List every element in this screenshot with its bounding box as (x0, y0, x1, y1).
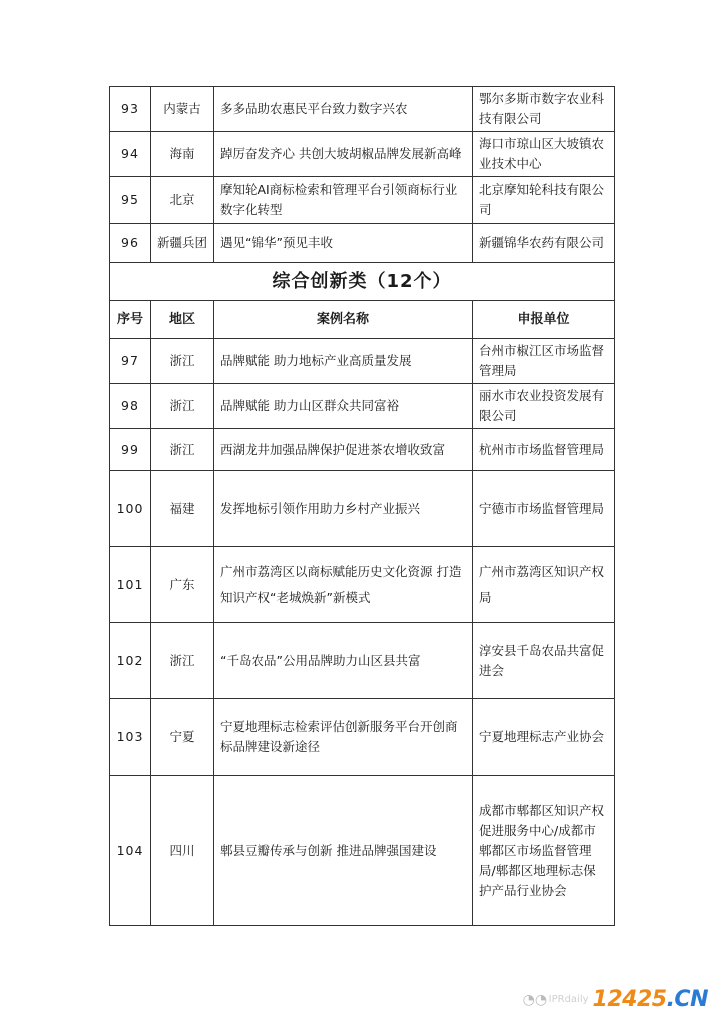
row-region: 内蒙古 (151, 87, 214, 132)
header-case-name: 案例名称 (214, 301, 473, 339)
row-case-name: 宁夏地理标志检索评估创新服务平台开创商标品牌建设新途径 (214, 699, 473, 776)
table-row (110, 87, 615, 132)
row-unit: 北京摩知轮科技有限公司 (473, 177, 615, 224)
row-case-name: 发挥地标引领作用助力乡村产业振兴 (214, 471, 473, 547)
case-table (109, 86, 615, 926)
row-unit: 宁德市市场监督管理局 (473, 471, 615, 547)
row-unit: 海口市琼山区大坡镇农业技术中心 (473, 132, 615, 177)
row-region: 浙江 (151, 384, 214, 429)
row-unit: 宁夏地理标志产业协会 (473, 699, 615, 776)
row-number: 101 (110, 547, 151, 623)
table-row (110, 384, 615, 429)
row-number: 102 (110, 623, 151, 699)
row-region: 海南 (151, 132, 214, 177)
table-row (110, 623, 615, 699)
table-row (110, 132, 615, 177)
section-title-row (110, 263, 615, 301)
table-row (110, 547, 615, 623)
row-number: 103 (110, 699, 151, 776)
row-region: 北京 (151, 177, 214, 224)
header-number: 序号 (110, 301, 151, 339)
table-row (110, 224, 615, 263)
row-region: 宁夏 (151, 699, 214, 776)
row-region: 浙江 (151, 339, 214, 384)
row-unit: 广州市荔湾区知识产权局 (473, 547, 615, 623)
row-case-name: 品牌赋能 助力地标产业高质量发展 (214, 339, 473, 384)
row-region: 浙江 (151, 623, 214, 699)
wechat-icon: ◔◔ (522, 991, 548, 1008)
watermark-text: IPRdaily (548, 994, 589, 1005)
section-title: 综合创新类（12个） (110, 263, 615, 301)
table-row (110, 339, 615, 384)
row-number: 95 (110, 177, 151, 224)
row-unit: 杭州市市场监督管理局 (473, 429, 615, 471)
table-row (110, 699, 615, 776)
row-region: 浙江 (151, 429, 214, 471)
row-case-name: 多多品助农惠民平台致力数字兴农 (214, 87, 473, 132)
row-case-name: 西湖龙井加强品牌保护促进茶农增收致富 (214, 429, 473, 471)
table-row (110, 776, 615, 926)
row-case-name: “千岛农品”公用品牌助力山区县共富 (214, 623, 473, 699)
table-header-row (110, 301, 615, 339)
row-case-name: 郫县豆瓣传承与创新 推进品牌强国建设 (214, 776, 473, 926)
row-region: 四川 (151, 776, 214, 926)
header-region: 地区 (151, 301, 214, 339)
table-row (110, 177, 615, 224)
row-case-name: 踔厉奋发齐心 共创大坡胡椒品牌发展新高峰 (214, 132, 473, 177)
brand-domain: .CN (666, 987, 708, 1012)
row-number: 100 (110, 471, 151, 547)
header-unit: 申报单位 (473, 301, 615, 339)
row-number: 93 (110, 87, 151, 132)
row-number: 97 (110, 339, 151, 384)
row-case-name: 品牌赋能 助力山区群众共同富裕 (214, 384, 473, 429)
table-row (110, 429, 615, 471)
brand-number: 12425 (592, 987, 667, 1012)
row-number: 104 (110, 776, 151, 926)
row-unit: 成都市郫都区知识产权促进服务中心/成都市郫都区市场监督管理局/郫都区地理标志保护产品行业协会 (473, 776, 615, 926)
row-unit: 丽水市农业投资发展有限公司 (473, 384, 615, 429)
row-region: 广东 (151, 547, 214, 623)
brand-logo (593, 987, 708, 1012)
row-unit: 新疆锦华农药有限公司 (473, 224, 615, 263)
row-number: 94 (110, 132, 151, 177)
row-unit: 鄂尔多斯市数字农业科技有限公司 (473, 87, 615, 132)
row-number: 98 (110, 384, 151, 429)
row-number: 96 (110, 224, 151, 263)
row-case-name: 遇见“锦华”预见丰收 (214, 224, 473, 263)
row-case-name: 广州市荔湾区以商标赋能历史文化资源 打造知识产权“老城焕新”新模式 (214, 547, 473, 623)
row-region: 新疆兵团 (151, 224, 214, 263)
table-row (110, 471, 615, 547)
row-number: 99 (110, 429, 151, 471)
row-unit: 淳安县千岛农品共富促进会 (473, 623, 615, 699)
watermark (523, 987, 708, 1012)
row-case-name: 摩知轮AI商标检索和管理平台引领商标行业数字化转型 (214, 177, 473, 224)
row-unit: 台州市椒江区市场监督管理局 (473, 339, 615, 384)
row-region: 福建 (151, 471, 214, 547)
